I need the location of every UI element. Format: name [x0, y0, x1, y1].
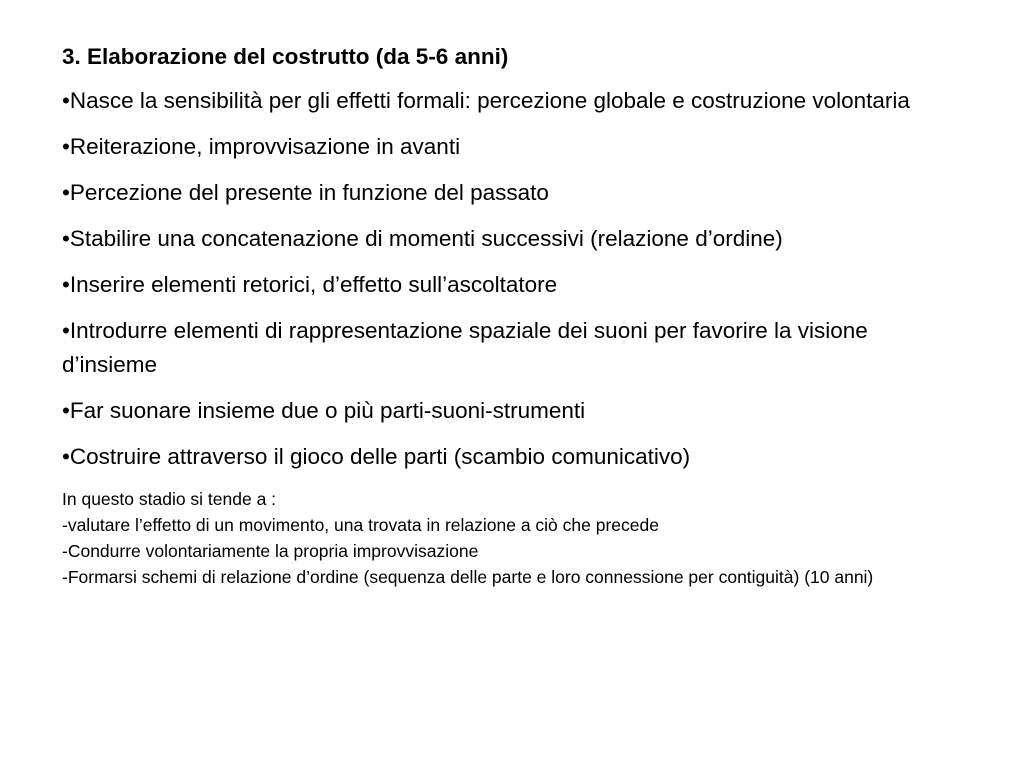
notes-line: -valutare l’effetto di un movimento, una trovata in relazione a ciò che precede	[62, 515, 659, 535]
bullet-item: •Stabilire una concatenazione di momenti successivi (relazione d’ordine)	[62, 226, 783, 251]
notes-line: -Condurre volontariamente la propria improvvisazione	[62, 541, 479, 561]
bullet-item: •Percezione del presente in funzione del passato	[62, 180, 549, 205]
bullet-item: •Far suonare insieme due o più parti-suoni-strumenti	[62, 398, 586, 423]
slide-content	[62, 40, 962, 590]
bullet-item: •Nasce la sensibilità per gli effetti formali: percezione globale e costruzione volontaria	[62, 88, 910, 113]
bullet-item: •Costruire attraverso il gioco delle parti (scambio comunicativo)	[62, 444, 691, 469]
slide-title: 3. Elaborazione del costrutto (da 5-6 anni)	[62, 44, 509, 69]
notes-line: -Formarsi schemi di relazione d’ordine (sequenza delle parte e loro connessione per contiguità) (10 anni)	[62, 567, 874, 587]
bullet-item: •Reiterazione, improvvisazione in avanti	[62, 134, 461, 159]
notes-block	[62, 486, 962, 590]
bullet-item: •Introdurre elementi di rappresentazione spaziale dei suoni per favorire la visione d’insieme	[62, 318, 868, 377]
notes-intro: In questo stadio si tende a :	[62, 489, 277, 509]
bullet-item: •Inserire elementi retorici, d’effetto sull’ascoltatore	[62, 272, 558, 297]
bullet-list	[62, 84, 962, 474]
